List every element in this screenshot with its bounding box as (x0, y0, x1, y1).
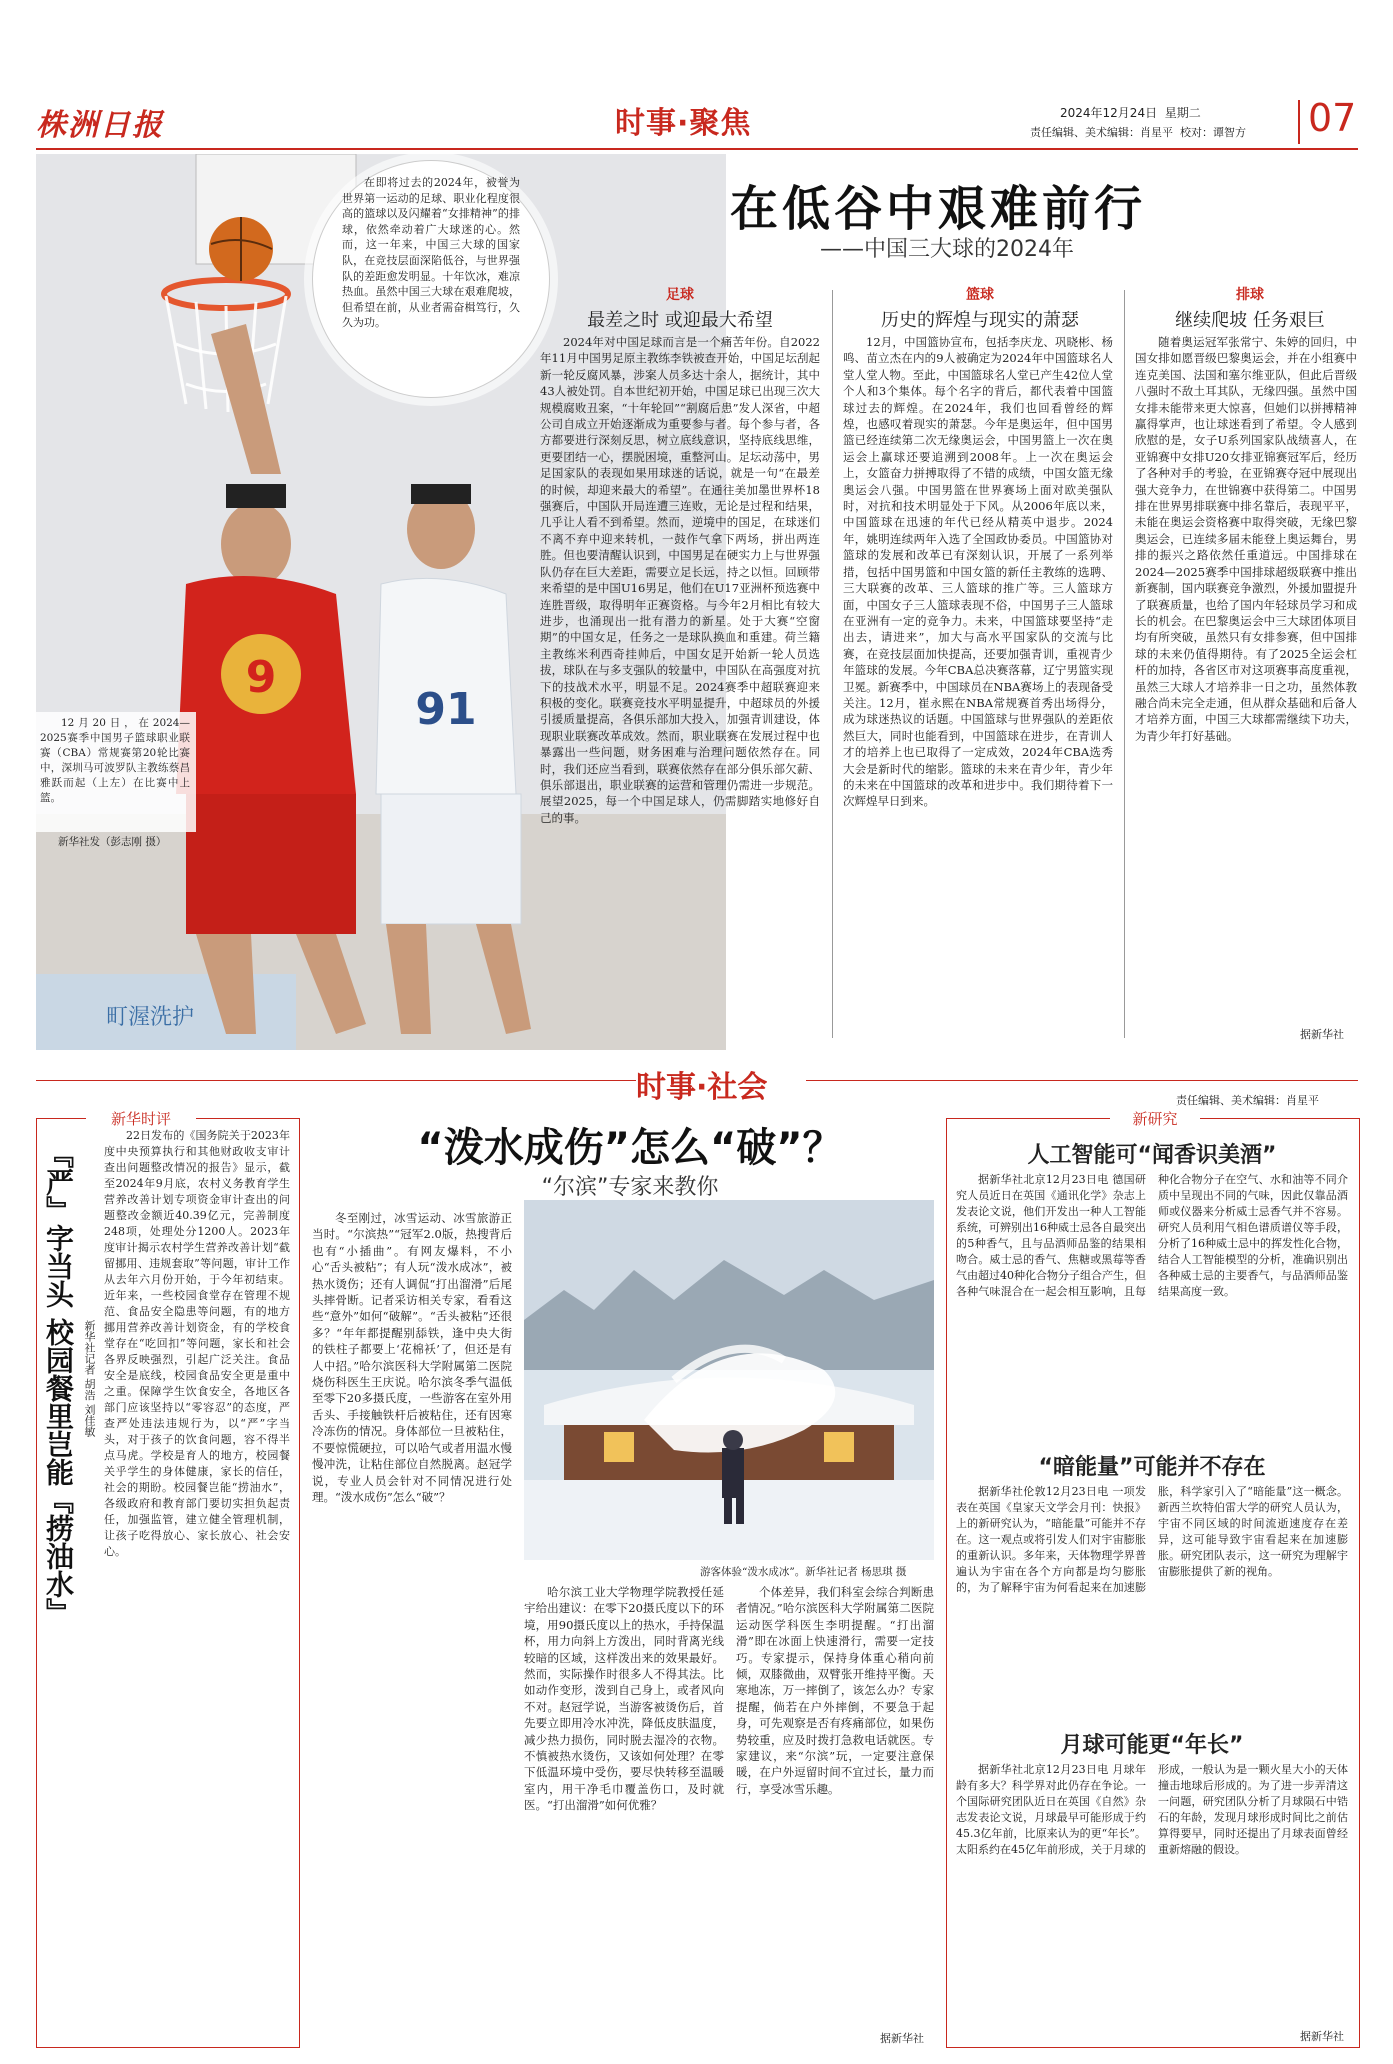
research-title-2: “暗能量”可能并不存在 (1038, 1455, 1266, 1480)
research-text-1: 据新华社北京12月23日电 德国研究人员近日在英国《通讯化学》杂志上发表论文说，他们开发出一种人工智能系统，可辨别出16种威士忌各自最突出的5种香气，且与品酒师品鉴的结果相吻合。威士忌的香气、焦糖或黑莓等香气由超过40种化合物分子组合产生，但各种气味混合在一起会相互影响，且每种化合物分子在空气、水和油等不同介质中呈现出不同的气味，因此仅靠品酒师或仪器来分析威士忌香气并不容易。研究人员利用气相色谱质谱仪等手段，分析了16种威士忌中的挥发性化合物，结合人工智能模型的分析，准确识别出各种威士忌的主要香气，与品酒师品鉴结果高度一致。 (956, 1173, 1348, 1298)
volleyball-text: 随着奥运冠军张常宁、朱婷的回归，中国女排如愿晋级巴黎奥运会，并在小组赛中连克美国、法国和塞尔维亚队，但此后晋级八强时不敌土耳其队，无缘四强。虽然中国女排未能带来更大惊喜，但她们以拼搏精神赢得掌声，也让球迷看到了希望。令人感到欣慰的是，女子U系列国家队战绩喜人，在亚锦赛中女排U20女排亚锦赛冠军后，经历了各种对手的考验，在亚锦赛夺冠中展现出强大竞争力，在世锦赛中获得第二。中国男排在世界男排联赛中排名靠后，表现平平，未能在奥运会资格赛中取得突破，无缘巴黎奥运会，已连续多届未能登上奥运舞台，男排的振兴之路依然任重道远。中国排球在2024—2025赛季中国排球超级联赛中推出新赛制，国内联赛竞争激烈，外援加盟提升了联赛质量，也给了国内年轻球员学习和成长的机会。在巴黎奥运会中三大球团体项目均有所突破，虽然只有女排参赛，但中国排球的未来仍值得期待。有了2025全运会杠杆的加持，各省区市对这项赛事高度重视，虽然三大球人才培养非一日之功，虽然体教融合尚未完全走通，但从群众基础和后备人才培养方面，中国三大球都需继续下功夫，为青少年打好基础。 (1135, 335, 1357, 743)
feature-credit: 据新华社 (880, 2032, 924, 2045)
football-label: 足球 (666, 287, 694, 303)
masthead (0, 0, 1393, 150)
football-text: 2024年对中国足球而言是一个痛苦年份。自2022年11月中国男足原主教练李铁被查开始，中国足坛刮起新一轮反腐风暴，涉案人员多达十余人，据统计，其中43人被处罚。自本世纪初开始，中国足球已出现三次大规模腐败丑案，“十年轮回”“割腐后患”发人深省，中超公司自成立开始逐渐成为重要参与者。每个参与者，各方都要进行深刻反思，树立底线意识，坚持底线思维，更要团结一心，摆脱困境，重整河山。足坛动荡中，男足国家队的表现如果用球迷的话说，就是一句“在最差的时候，却迎来最大的希望”。在通往美加墨世界杯18强赛后，中国队开局连遭三连败，无论是过程和结果，几乎让人看不到希望。然而，逆境中的国足，在球迷们不离不弃中迎来转机，一鼓作气拿下两场，拼出两连胜。但也要清醒认识到，中国男足在硬实力上与世界强队仍存在巨大差距，需要立足长远，持之以恒。回顾带来希望的是中国U16男足，他们在U17亚洲杯预选赛中连胜晋级，取得明年正赛资格。与今年2月相比有较大进步，也涌现出一批有潜力的新星。处于大赛“空窗期”的中国女足，任务之一是球队换血和重建。荷兰籍主教练米利西奇挂帅后，中国女足开始新一轮人员选拔，球队在与多支强队的较量中，中国队在高强度对抗下的技战术水平，明显不足。2024赛季中超联赛迎来积极的变化。联赛竞技水平明显提升，中超球员的外援引援质量提高，各俱乐部加大投入，加强青训建设，体现职业联赛改革成效。然而，职业联赛在发展过程中也暴露出一些问题，财务困难与治理问题依然存在。同时，我们还应当看到，联赛依然存在部分俱乐部欠薪、俱乐部退出，职业联赛的运营和管理仍需进一步规范。展望2025，每一个中国足球人，仍需脚踏实地修好自己的事。 (540, 335, 820, 825)
main-subtitle: ——中国三大球的2024年 (820, 237, 1074, 262)
volleyball-credit: 据新华社 (1300, 1028, 1344, 1041)
feature-col2: 哈尔滨工业大学物理学院教授任延宇给出建议：在零下20摄氏度以下的环境，用90摄氏度以上的热水，手持保温杯，用力向斜上方泼出，同时背离光线较暗的区域，这样泼出来的效果最好。然而，实际操作时很多人不得其法。比如动作变形，泼到自己身上，或者风向不对。赵冠学说，当游客被烫伤后，首先要立即用冷水冲洗，降低皮肤温度，减少热力损伤，同时脱去湿冷的衣物。不慎被热水烫伤，又该如何处理？在零下低温环境中受伤，要尽快转移至温暖室内，用干净毛巾覆盖伤口，及时就医。“打出溜滑”如何优雅？ (524, 1585, 724, 1813)
commentary-author: 新华社记者 胡浩 刘佳敏 (83, 1320, 96, 1437)
research-tag: 新研究 (1110, 1108, 1200, 1129)
volleyball-label: 排球 (1236, 287, 1264, 303)
volleyball-heading: 继续爬坡 任务艰巨 (1175, 310, 1325, 331)
research-text-2: 据新华社伦敦12月23日电 一项发表在英国《皇家天文学会月刊：快报》上的新研究认为，“暗能量”可能并不存在。这一观点或将引发人们对宇宙膨胀的重新认识。多年来，天体物理学界普遍认为宇宙在各个方向都是均匀膨胀的，为了解释宇宙为何看起来在加速膨胀，科学家引入了“暗能量”这一概念。新西兰坎特伯雷大学的研究人员认为，宇宙不同区域的时间流逝速度存在差异，这可能导致宇宙看起来在加速膨胀。研究团队表示，这一研究为理解宇宙膨胀提供了新的视角。 (956, 1485, 1348, 1594)
band-section-title: 时事·社会 (636, 1070, 768, 1105)
photo-credit: 新华社发（彭志刚 摄） (58, 836, 167, 848)
basketball-text: 12月，中国篮协宣布，包括李庆龙、巩晓彬、杨鸣、苗立杰在内的9人被确定为2024年中国篮球名人堂人堂人物。至此，中国篮球名人堂已产生42位人堂个人和3个集体。每个名字的背后，都代表着中国篮球过去的辉煌。在2024年，我们也回看曾经的辉煌，也感叹着现实的萧瑟。今年是奥运年，但中国男篮已经连续第二次无缘奥运会，中国男篮上一次在奥运会上赢球还要追溯到2008年。上一次在奥运会上，女篮奋力拼搏取得了不错的成绩，中国女篮无缘奥运会八强。中国男篮在世界赛场上面对欧美强队时，对抗和技术明显处于下风。从2006年底以来，中国篮球在迅速的年代已经从精英中退步。2024年，姚明连续两年入选了全国政协委员。中国篮协对篮球的发展和改革已有深刻认识，开展了一系列举措，包括中国男篮和中国女篮的新任主教练的选聘、三大联赛的改革、三人篮球的推广等。三人篮球方面，中国女子三人篮球表现不俗，中国男子三人篮球在亚洲有一定的竞争力。未来，中国篮球要坚持“走出去，请进来”，加大与高水平国家队的交流与比赛，在竞技层面加快提高，还要加强青训，重视青少年篮球的发展。今年CBA总决赛落幕，辽宁男篮实现卫冕。新赛季中，中国球员在NBA赛场上的表现备受关注。12月，崔永熙在NBA常规赛首秀出场得分，成为球迷热议的话题。中国篮球与世界强队的差距依然巨大，同时也能看到，中国篮球在进步，在青训人才的培养上也已取得了一定成效，2024年CBA选秀大会是新时代的缩影。篮球的未来在青少年，青少年的未来在中国篮球的改革和进步中。我们期待着下一次辉煌早日到来。 (843, 335, 1113, 809)
commentary-tag: 新华时评 (86, 1108, 196, 1129)
basketball-label: 篮球 (966, 287, 994, 303)
issue-date (1060, 104, 1201, 121)
research-title-3: 月球可能更“年长” (1060, 1733, 1244, 1758)
page-number: 07 (1308, 96, 1357, 140)
feature-col3: 个体差异，我们科室会综合判断患者情况。”哈尔滨医科大学附属第二医院运动医学科医生李明提醒。“打出溜滑”即在冰面上快速滑行，需要一定技巧。专家提示，保持身体重心稍向前倾，双膝微曲，双臂张开维持平衡。天寒地冻，万一摔倒了，该怎么办？专家提醒，倘若在户外摔倒，不要急于起身，可先观察是否有疼痛部位，如果伤势较重，应及时拨打急救电话就医。专家建议，来“尔滨”玩，一定要注意保暖，在户外逗留时间不宜过长，量力而行，享受冰雪乐趣。 (736, 1585, 934, 1796)
editors: 责任编辑、美术编辑：肖星平 (1030, 126, 1173, 139)
feature-col1: 冬至刚过，冰雪运动、冰雪旅游正当时。“尔滨热”“冠军2.0版，热搜背后也有“小插曲”。有网友爆料，不小心“舌头被粘”；有人玩“泼水成冰”，被热水烫伤；还有人调侃“打出溜滑”后尾头摔骨断。记者采访相关专家，看看这些“意外”如何“破解”。“舌头被粘”还很多？“年年都提醒别舔铁，逢中央大街的铁柱子都要上‘花棉袄’了，但还是有人中招。”哈尔滨医科大学附属第二医院烧伤科医生王庆说。哈尔滨冬季气温低至零下20多摄氏度，一些游客在室外用舌头、手接触铁杆后被粘住，还有因寒冷冻伤的情况。身体部位一旦被粘住，不要惊慌硬拉，可以哈气或者用温水慢慢冲洗，让粘住部位自然脱离。赵冠学说，专业人员会针对不同情况进行处理。“泼水成伤”怎么“破”？ (312, 1211, 512, 1504)
commentary-title: 『严』字当头 校园餐里岂能『捞油水』 (42, 1140, 75, 1626)
feature-headline: “泼水成伤”怎么“破”？ (417, 1125, 843, 1171)
photo-caption: 12月20日，在2024—2025赛季中国男子篮球职业联赛（CBA）常规赛第20轮比赛中，深圳马可波罗队主教练蔡昌雅跃而起（上左）在比赛中上篮。 (40, 717, 190, 804)
snow-scene (524, 1200, 934, 1560)
courtside-ad: 町渥洗护 (106, 1005, 195, 1030)
football-heading: 最差之时 或迎最大希望 (587, 310, 773, 331)
person (722, 1448, 744, 1498)
commentary-text: 22日发布的《国务院关于2023年度中央预算执行和其他财政收支审计查出问题整改情况的报告》显示，截至2024年9月底，农村义务教育学生营养改善计划专项资金审计查出的问题整改金额近40.39亿元，完善制度248项，处理处分1200人。2023年度审计揭示农村学生营养改善计划“截留挪用、违规套取”等问题，审计工作从去年六月份开始，于今年初结束。近年来，一些校园食堂存在管理不规范、食品安全隐患等问题，有的地方挪用营养改善计划资金，有的学校食堂存在“吃回扣”等问题，家长和社会各界反映强烈，引起广泛关注。食品安全是底线，校园食品安全更是重中之重。保障学生饮食安全，各地区各部门应该坚持以“零容忍”的态度，严查严处违法违规行为，以“严”字当头，对于孩子的饮食问题，容不得半点马虎。学校是育人的地方，校园餐关乎学生的身体健康，家长的信任，社会的期盼。校园餐岂能“捞油水”，各级政府和教育部门要切实担负起责任，加强监管，建立健全管理机制，让孩子吃得放心、家长放心、社会安心。 (104, 1129, 290, 1558)
feature-photo-caption: 游客体验“泼水成冰”。新华社记者 杨思琪 摄 (700, 1566, 907, 1578)
masthead-rule (36, 148, 1358, 150)
photo-caption-box (36, 712, 196, 832)
feature-subtitle: “尔滨”专家来教你 (541, 1175, 719, 1200)
red-jersey-number: 9 (245, 652, 277, 703)
newspaper-logo: 株洲日报 (36, 108, 164, 143)
feature-photo (524, 1200, 934, 1560)
red-player-head (221, 502, 291, 586)
date: 2024年12月24日 (1060, 106, 1158, 120)
research-title-1: 人工智能可“闻香识美酒” (1027, 1143, 1277, 1168)
white-jersey-number: 91 (415, 684, 477, 735)
main-headline: 在低谷中艰难前行 (730, 181, 1147, 237)
proofreader: 校对：谭智方 (1180, 126, 1246, 139)
column-divider (832, 290, 833, 1038)
weekday: 星期二 (1164, 106, 1201, 120)
basketball-heading: 历史的辉煌与现实的萧瑟 (881, 310, 1079, 331)
research-credit: 据新华社 (1300, 2030, 1344, 2043)
page-number-divider (1298, 100, 1300, 144)
section-title: 时事·聚焦 (615, 106, 752, 141)
intro-text: 在即将过去的2024年，被誉为世界第一运动的足球、职业化程度很高的篮球以及闪耀着“女排精神”的排球，依然牵动着广大球迷的心。然而，这一年来，中国三大球的国家队，在竞技层面深陷低谷，与世界强队的差距愈发明显。十年饮冰，难凉热血。虽然中国三大球在艰难爬坡，但希望在前，从业者需奋楫笃行，久久为功。 (342, 176, 520, 330)
band-rule-right (806, 1080, 1358, 1081)
band-editors: 责任编辑、美术编辑：肖星平 (1176, 1094, 1319, 1107)
section-band (36, 1056, 1358, 1106)
band-rule-left (36, 1080, 636, 1081)
research-text-3: 据新华社北京12月23日电 月球年龄有多大？科学界对此仍存在争论。一个国际研究团队近日在英国《自然》杂志发表论文说，月球最早可能形成于约45.3亿年前，比原来认为的更“年长”。太阳系约在45亿年前形成，关于月球的形成，一般认为是一颗火星大小的天体撞击地球后形成的。为了进一步弄清这一问题，研究团队分析了月球陨石中锆石的年龄，发现月球形成时间比之前估算得要早，同时还提出了月球表面曾经重新熔融的假设。 (956, 1763, 1348, 1856)
editor-line (1030, 124, 1246, 140)
column-divider (1124, 290, 1125, 1038)
